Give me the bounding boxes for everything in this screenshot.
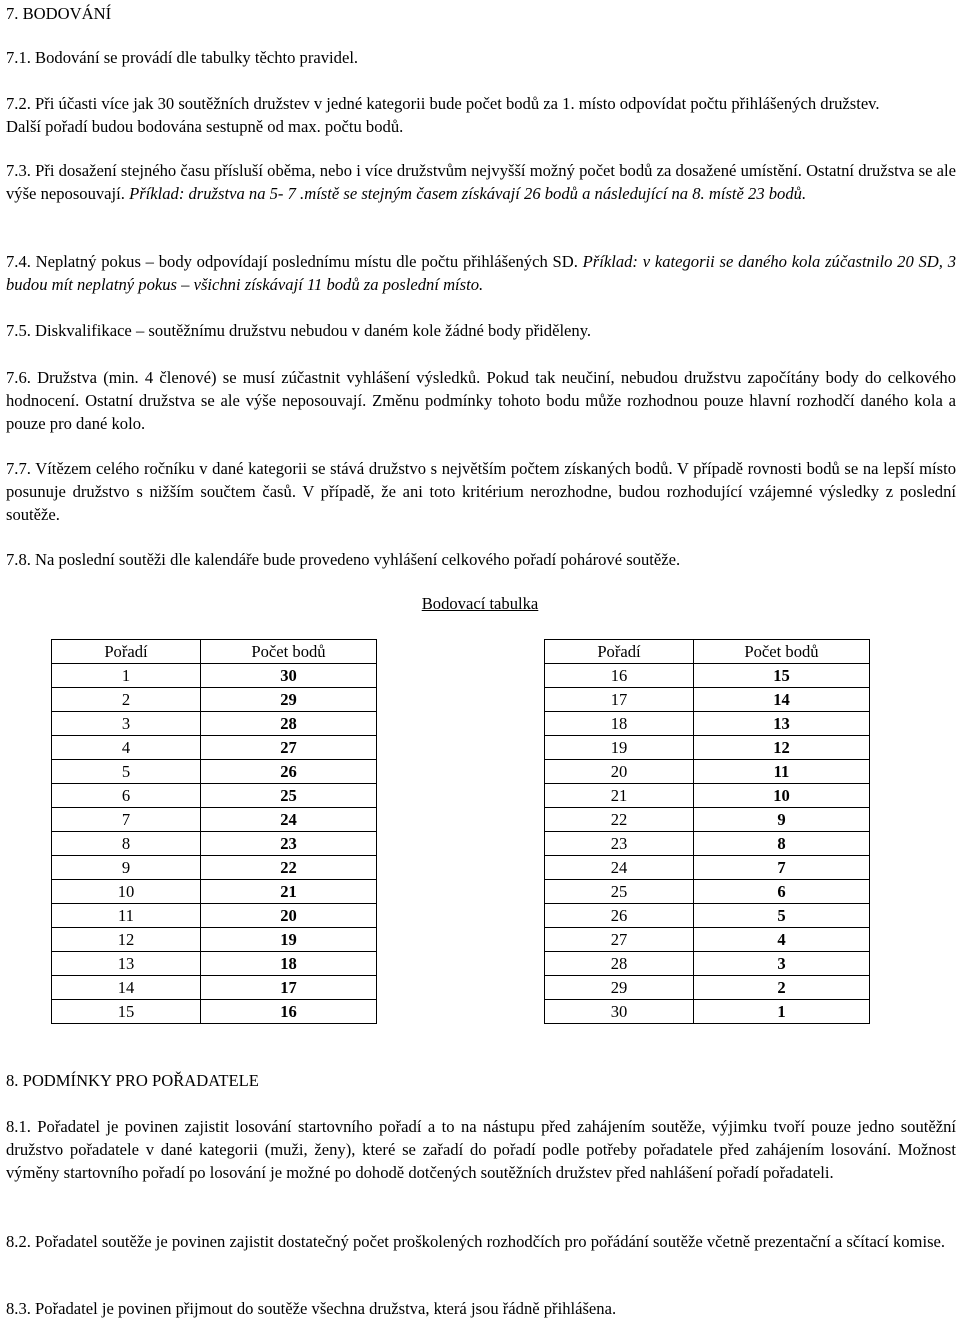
rank-cell: 22: [545, 808, 694, 832]
table-row: [545, 664, 870, 688]
rank-cell: 3: [52, 712, 201, 736]
header-points: Počet bodů: [201, 640, 377, 664]
points-cell: 21: [201, 880, 377, 904]
table-row: [52, 976, 377, 1000]
points-cell: 9: [694, 808, 870, 832]
points-cell: 17: [201, 976, 377, 1000]
table-row: [52, 1000, 377, 1024]
rank-cell: 13: [52, 952, 201, 976]
table-row: [545, 736, 870, 760]
rank-cell: 6: [52, 784, 201, 808]
points-cell: 11: [694, 760, 870, 784]
points-cell: 8: [694, 832, 870, 856]
paragraph-7-3-text: 7.3. Při dosažení stejného času přísluší oběma, nebo i více družstvům nejvyšší možný počet bodů za dosažené umístění. Ostatní družstva se ale výše neposouvají.: [6, 161, 956, 203]
rank-cell: 4: [52, 736, 201, 760]
table-row: [52, 928, 377, 952]
table-header-row: [545, 640, 870, 664]
rank-cell: 14: [52, 976, 201, 1000]
table-row: [545, 928, 870, 952]
rank-cell: 28: [545, 952, 694, 976]
rank-cell: 8: [52, 832, 201, 856]
points-cell: 13: [694, 712, 870, 736]
table-row: [52, 688, 377, 712]
rank-cell: 2: [52, 688, 201, 712]
rank-cell: 10: [52, 880, 201, 904]
points-cell: 5: [694, 904, 870, 928]
points-cell: 22: [201, 856, 377, 880]
rank-cell: 5: [52, 760, 201, 784]
rank-cell: 26: [545, 904, 694, 928]
table-row: [545, 808, 870, 832]
points-cell: 4: [694, 928, 870, 952]
points-cell: 2: [694, 976, 870, 1000]
rank-cell: 20: [545, 760, 694, 784]
table-header-row: [52, 640, 377, 664]
rank-cell: 29: [545, 976, 694, 1000]
points-cell: 26: [201, 760, 377, 784]
points-cell: 20: [201, 904, 377, 928]
points-cell: 15: [694, 664, 870, 688]
header-rank: Pořadí: [52, 640, 201, 664]
points-cell: 1: [694, 1000, 870, 1024]
table-row: [545, 688, 870, 712]
points-cell: 12: [694, 736, 870, 760]
rank-cell: 24: [545, 856, 694, 880]
table-row: [52, 664, 377, 688]
table-row: [52, 712, 377, 736]
table-row: [52, 856, 377, 880]
paragraph-8-1: 8.1. Pořadatel je povinen zajistit losování startovního pořadí a to na nástupu před zahájením soutěže, výjimku tvoří pouze jedno soutěžní družstvo pořadatele v dané kategorii (muži, ženy), které se zařadí do pořadí podle potřeby pořadatele před zahájením losování. Možnost výměny startovního pořadí po losování je možné po dohodě dotčených soutěžních družstev před nahlášení pořadí pořadateli.: [6, 1117, 956, 1182]
table-row: [52, 736, 377, 760]
paragraph-7-4: [6, 250, 956, 296]
table-row: [52, 832, 377, 856]
rank-cell: 18: [545, 712, 694, 736]
points-cell: 7: [694, 856, 870, 880]
points-cell: 29: [201, 688, 377, 712]
table-row: [545, 856, 870, 880]
points-cell: 3: [694, 952, 870, 976]
rank-cell: 11: [52, 904, 201, 928]
rank-cell: 23: [545, 832, 694, 856]
points-cell: 30: [201, 664, 377, 688]
points-cell: 16: [201, 1000, 377, 1024]
table-row: [52, 880, 377, 904]
section-8-heading: 8. PODMÍNKY PRO POŘADATELE: [6, 1071, 259, 1090]
points-cell: 18: [201, 952, 377, 976]
rank-cell: 19: [545, 736, 694, 760]
table-row: [545, 952, 870, 976]
rank-cell: 9: [52, 856, 201, 880]
points-cell: 10: [694, 784, 870, 808]
paragraph-7-3: [6, 159, 956, 205]
table-row: [545, 880, 870, 904]
points-cell: 27: [201, 736, 377, 760]
points-cell: 19: [201, 928, 377, 952]
points-cell: 25: [201, 784, 377, 808]
paragraph-7-1: 7.1. Bodování se provádí dle tabulky těchto pravidel.: [6, 48, 359, 67]
rank-cell: 7: [52, 808, 201, 832]
points-cell: 24: [201, 808, 377, 832]
table-row: [545, 1000, 870, 1024]
paragraph-8-2: 8.2. Pořadatel soutěže je povinen zajistit dostatečný počet proškolených rozhodčích pro pořádání soutěže včetně prezentační a sčítací komise.: [6, 1232, 946, 1251]
table-row: [52, 760, 377, 784]
paragraph-7-2: 7.2. Při účasti více jak 30 soutěžních družstev v jedné kategorii bude počet bodů za 1. místo odpovídat počtu přihlášených družstev. Další pořadí budou bodována sestupně od max. počtu bodů.: [6, 94, 880, 136]
header-points: Počet bodů: [694, 640, 870, 664]
rank-cell: 21: [545, 784, 694, 808]
paragraph-7-7: 7.7. Vítězem celého ročníku v dané kategorii se stává družstvo s největším počtem získaných bodů. V případě rovnosti bodů se na lepší místo posunuje družstvo s nižším součtem časů. V případě, že ani toto kritérium nerozhodne, budou rozhodující vzájemné výsledky z poslední soutěže.: [6, 459, 956, 524]
rank-cell: 25: [545, 880, 694, 904]
paragraph-7-8: 7.8. Na poslední soutěži dle kalendáře bude provedeno vyhlášení celkového pořadí pohárové soutěže.: [6, 550, 681, 569]
points-cell: 23: [201, 832, 377, 856]
rank-cell: 16: [545, 664, 694, 688]
paragraph-7-3-example: Příklad: družstva na 5- 7 .místě se stejným časem získávají 26 bodů a následující na 8. místě 23 bodů.: [129, 184, 807, 203]
paragraph-7-5: 7.5. Diskvalifikace – soutěžnímu družstvu nebudou v daném kole žádné body přiděleny.: [6, 321, 592, 340]
rank-cell: 17: [545, 688, 694, 712]
rank-cell: 12: [52, 928, 201, 952]
table-row: [52, 952, 377, 976]
table-row: [52, 808, 377, 832]
points-cell: 14: [694, 688, 870, 712]
table-row: [545, 832, 870, 856]
paragraph-7-4-text: 7.4. Neplatný pokus – body odpovídají poslednímu místu dle počtu přihlášených SD.: [6, 252, 578, 271]
scoring-table-right: [544, 639, 870, 1024]
rank-cell: 1: [52, 664, 201, 688]
table-row: [52, 904, 377, 928]
scoring-table-left: [51, 639, 377, 1024]
paragraph-7-6: 7.6. Družstva (min. 4 členové) se musí zúčastnit vyhlášení výsledků. Pokud tak neučiní, nebudou družstvu započítány body do celkového hodnocení. Ostatní družstva se ale výše neposouvají. Změnu podmínky tohoto bodu může rozhodnou pouze hlavní rozhodčí daného kola a pouze pro dané kolo.: [6, 368, 956, 433]
table-row: [52, 784, 377, 808]
rank-cell: 30: [545, 1000, 694, 1024]
rank-cell: 15: [52, 1000, 201, 1024]
table-row: [545, 712, 870, 736]
table-row: [545, 784, 870, 808]
section-7-heading: 7. BODOVÁNÍ: [6, 4, 112, 23]
paragraph-8-3: 8.3. Pořadatel je povinen přijmout do soutěže všechna družstva, která jsou řádně přihlášena.: [6, 1299, 617, 1318]
paragraph-7-4-example: Příklad: v kategorii se daného kola zúčastnilo 20 SD, 3 budou mít neplatný pokus – všichni získávají 11 bodů za poslední místo.: [6, 252, 956, 294]
table-row: [545, 976, 870, 1000]
table-row: [545, 904, 870, 928]
table-caption: Bodovací tabulka: [421, 594, 539, 613]
table-row: [545, 760, 870, 784]
points-cell: 28: [201, 712, 377, 736]
header-rank: Pořadí: [545, 640, 694, 664]
rank-cell: 27: [545, 928, 694, 952]
points-cell: 6: [694, 880, 870, 904]
